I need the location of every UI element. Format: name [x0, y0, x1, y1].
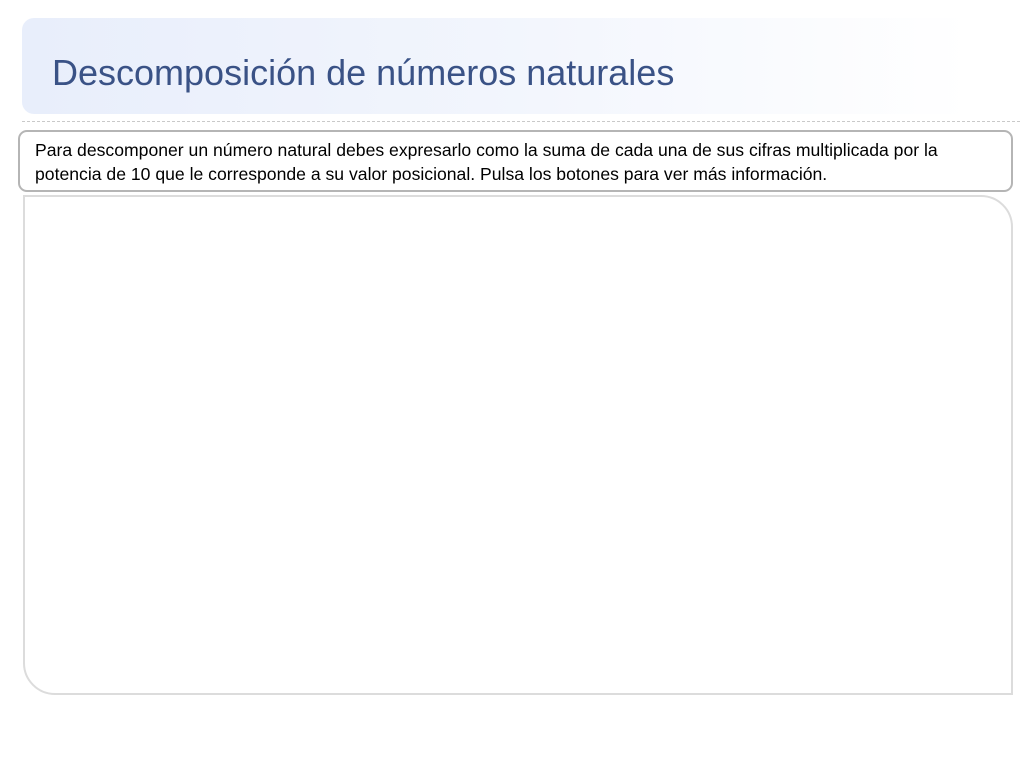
title-banner	[22, 18, 970, 114]
page-title: Descomposición de números naturales	[52, 52, 675, 93]
instruction-box	[18, 130, 1013, 192]
header-divider	[22, 121, 1020, 122]
instruction-text: Para descomponer un número natural debes expresarlo como la suma de cada una de sus cifras multiplicada por la potencia de 10 que le corresponde a su valor posicional. Pulsa los botones para ver más información.	[35, 140, 938, 184]
content-panel	[23, 195, 1013, 695]
